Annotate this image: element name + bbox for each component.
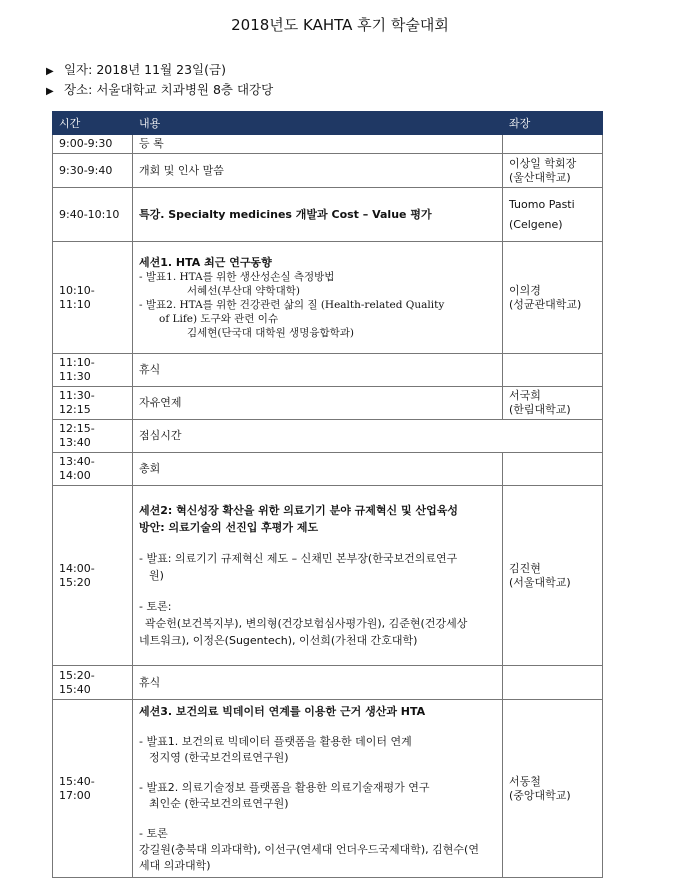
chair-cell: [503, 666, 603, 700]
talk-line: - 발표: 의료기기 규제혁신 제도 – 신채민 본부장(한국보건의료연구: [139, 552, 458, 565]
content-cell: 개회 및 인사 말씀: [133, 154, 503, 188]
content-cell: 특강. Specialty medicines 개발과 Cost – Value 평가: [133, 188, 503, 242]
table-header: [53, 112, 603, 135]
talk-line-cont: of Life) 도구와 관련 이슈: [159, 312, 279, 325]
time-cell: 9:30-9:40: [53, 154, 133, 188]
discussion-label: - 토론:: [139, 600, 172, 613]
chair-affiliation: (한림대학교): [509, 403, 571, 416]
chair-affiliation: (서울대학교): [509, 575, 571, 589]
chair-cell: [503, 135, 603, 154]
table-row: [53, 135, 603, 154]
chair-name: 이상일 학회장: [509, 156, 577, 170]
time-cell: 9:00-9:30: [53, 135, 133, 154]
table-row: [53, 154, 603, 188]
table-row: [53, 666, 603, 700]
speaker-line: 최인순 (한국보건의료연구원): [149, 796, 289, 810]
time-cell: 14:00-15:20: [53, 486, 133, 666]
content-cell: 총회: [133, 453, 503, 486]
talk-line: - 발표1. HTA를 위한 생산성손실 측정방법: [139, 270, 335, 283]
time-cell: 15:40-17:00: [53, 700, 133, 878]
content-cell: [133, 242, 503, 354]
chair-cell: [503, 453, 603, 486]
content-cell: 등 록: [133, 135, 503, 154]
table-row: [53, 387, 603, 420]
venue-line: [46, 80, 273, 98]
discussion-label: - 토론: [139, 826, 168, 840]
talk-line-cont: 원): [149, 569, 164, 582]
chair-cell: [503, 242, 603, 354]
talk-line: - 발표2. HTA를 위한 건강관련 삶의 질 (Health-related Quality: [139, 298, 445, 311]
venue-text: 장소: 서울대학교 치과병원 8층 대강당: [63, 82, 274, 97]
arrow-bullet-icon: ▶: [46, 66, 54, 77]
time-cell: 9:40-10:10: [53, 188, 133, 242]
chair-cell: [503, 387, 603, 420]
time-cell: 10:10-11:10: [53, 242, 133, 354]
header-chair: 좌장: [503, 112, 603, 135]
content-cell: [133, 700, 503, 878]
table-row: [53, 700, 603, 878]
content-cell: 휴식: [133, 666, 503, 700]
discussant-line: 곽순헌(보건복지부), 변의형(건강보험심사평가원), 김준현(건강세상: [145, 617, 468, 630]
speaker-line: 정지영 (한국보건의료연구원): [149, 750, 289, 764]
chair-cell: [503, 188, 603, 242]
document-title: 2018년도 KAHTA 후기 학술대회: [231, 16, 449, 34]
schedule-table: [52, 111, 603, 878]
session-title-cont: 방안: 의료기술의 선진입 후평가 제도: [139, 521, 319, 534]
table-row: [53, 453, 603, 486]
session-title: 세션3. 보건의료 빅데이터 연계를 이용한 근거 생산과 HTA: [139, 704, 426, 718]
chair-affiliation: (울산대학교): [509, 170, 571, 184]
table-row: [53, 242, 603, 354]
talk-line: - 발표2. 의료기술정보 플랫폼을 활용한 의료기술재평가 연구: [139, 780, 430, 794]
table-row: [53, 420, 603, 453]
talk-line: - 발표1. 보건의료 빅데이터 플랫폼을 활용한 데이터 연계: [139, 734, 412, 748]
content-cell: 휴식: [133, 354, 503, 387]
time-cell: 11:30-12:15: [53, 387, 133, 420]
header-time: 시간: [53, 112, 133, 135]
chair-cell: [503, 154, 603, 188]
chair-affiliation: (중앙대학교): [509, 788, 571, 802]
content-cell: [133, 486, 503, 666]
content-cell: 점심시간: [133, 420, 603, 453]
time-cell: 12:15-13:40: [53, 420, 133, 453]
chair-affiliation: (성균관대학교): [509, 297, 582, 311]
chair-name: 서동철: [509, 774, 541, 788]
speaker-line: 서혜선(부산대 약학대학): [187, 284, 300, 297]
discussant-line: 강길원(충북대 의과대학), 이선구(연세대 언더우드국제대학), 김현수(연: [139, 842, 479, 856]
chair-name: 이의경: [509, 283, 541, 297]
chair-name: 김진현: [509, 561, 541, 575]
chair-affiliation: (Celgene): [509, 217, 563, 231]
speaker-line: 김세현(단국대 대학원 생명융합학과): [187, 326, 355, 339]
time-cell: 15:20-15:40: [53, 666, 133, 700]
time-cell: 13:40-14:00: [53, 453, 133, 486]
chair-cell: [503, 700, 603, 878]
date-text: 일자: 2018년 11월 23일(금): [63, 62, 226, 77]
chair-cell: [503, 354, 603, 387]
chair-name: 서국희: [509, 389, 541, 402]
content-cell: 자유연제: [133, 387, 503, 420]
table-row: [53, 486, 603, 666]
session-title: 세션1. HTA 최근 연구동향: [139, 255, 272, 269]
arrow-bullet-icon: ▶: [46, 86, 54, 97]
chair-name: Tuomo Pasti: [509, 197, 575, 211]
chair-cell: [503, 486, 603, 666]
discussant-line: 세대 의과대학): [139, 858, 211, 872]
session-title: 세션2: 혁신성장 확산을 위한 의료기기 분야 규제혁신 및 산업육성: [139, 504, 458, 517]
date-line: [46, 60, 226, 78]
table-row: [53, 188, 603, 242]
discussant-line: 네트워크), 이정은(Sugentech), 이선희(가천대 간호대학): [139, 634, 418, 647]
table-row: [53, 354, 603, 387]
time-cell: 11:10-11:30: [53, 354, 133, 387]
header-content: 내용: [133, 112, 503, 135]
